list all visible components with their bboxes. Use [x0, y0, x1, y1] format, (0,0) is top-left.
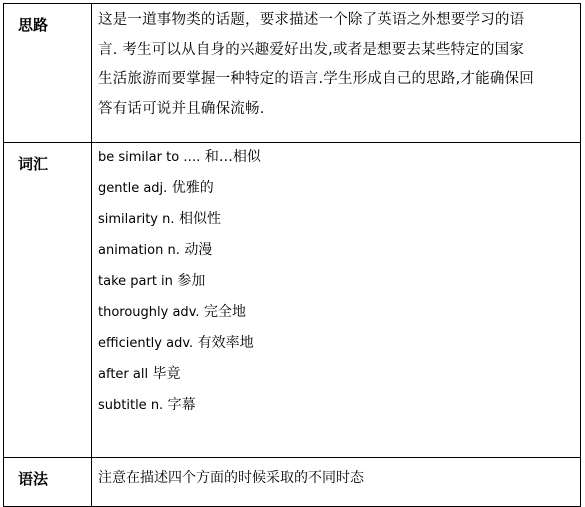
table-row-vocabulary — [4, 143, 581, 458]
vocab-item — [98, 335, 580, 366]
vocab-item — [98, 273, 580, 304]
approach-line: 生活旅游而要掌握一种特定的语言.学生形成自己的思路,才能确保回 — [98, 71, 534, 87]
vocab-item — [98, 180, 580, 211]
vocab-term: be similar to …. — [98, 150, 201, 165]
vocab-term: efficiently adv. — [98, 336, 194, 351]
approach-line: 言. 考生可以从自身的兴趣爱好出发,或者是想要去某些特定的国家 — [98, 41, 525, 58]
vocab-item — [98, 242, 580, 273]
vocab-meaning: 优雅的 — [171, 180, 214, 196]
vocab-meaning: 参加 — [177, 273, 206, 289]
vocab-term: animation n. — [98, 243, 180, 258]
vocab-item — [98, 211, 580, 242]
vocab-term: similarity n. — [98, 212, 175, 227]
approach-line: 这是一道事物类的话题，要求描述一个除了英语之外想要学习的语 — [98, 12, 525, 28]
row-label-grammar: 语法 — [4, 458, 92, 507]
vocab-meaning: 动漫 — [184, 242, 213, 258]
vocab-term: gentle adj. — [98, 181, 168, 196]
vocab-term: take part in — [98, 274, 173, 289]
vocabulary-cell — [92, 143, 581, 458]
notes-table — [3, 3, 581, 507]
grammar-cell — [92, 458, 581, 507]
vocab-item — [98, 149, 580, 180]
vocab-term: subtitle n. — [98, 398, 164, 413]
vocab-item — [98, 366, 580, 397]
vocabulary-list — [92, 143, 580, 428]
row-label-approach: 思路 — [4, 4, 92, 143]
vocab-meaning: 有效率地 — [197, 335, 254, 351]
row-label-vocabulary: 词汇 — [4, 143, 92, 458]
vocab-meaning: 相似性 — [178, 211, 221, 227]
vocab-term: after all — [98, 367, 149, 382]
approach-line: 答有话可说并且确保流畅. — [98, 100, 265, 117]
table-row-grammar — [4, 458, 581, 507]
approach-paragraph — [92, 4, 580, 124]
table-row-approach — [4, 4, 581, 143]
vocab-item — [98, 304, 580, 335]
approach-cell — [92, 4, 581, 143]
vocab-meaning: 完全地 — [203, 304, 246, 320]
vocab-item — [98, 397, 580, 428]
vocab-meaning: 和…相似 — [204, 149, 261, 165]
vocab-term: thoroughly adv. — [98, 305, 200, 320]
grammar-text: 注意在描述四个方面的时候采取的不同时态 — [98, 470, 364, 486]
vocab-meaning: 毕竟 — [152, 366, 181, 382]
vocab-meaning: 字幕 — [167, 397, 196, 413]
